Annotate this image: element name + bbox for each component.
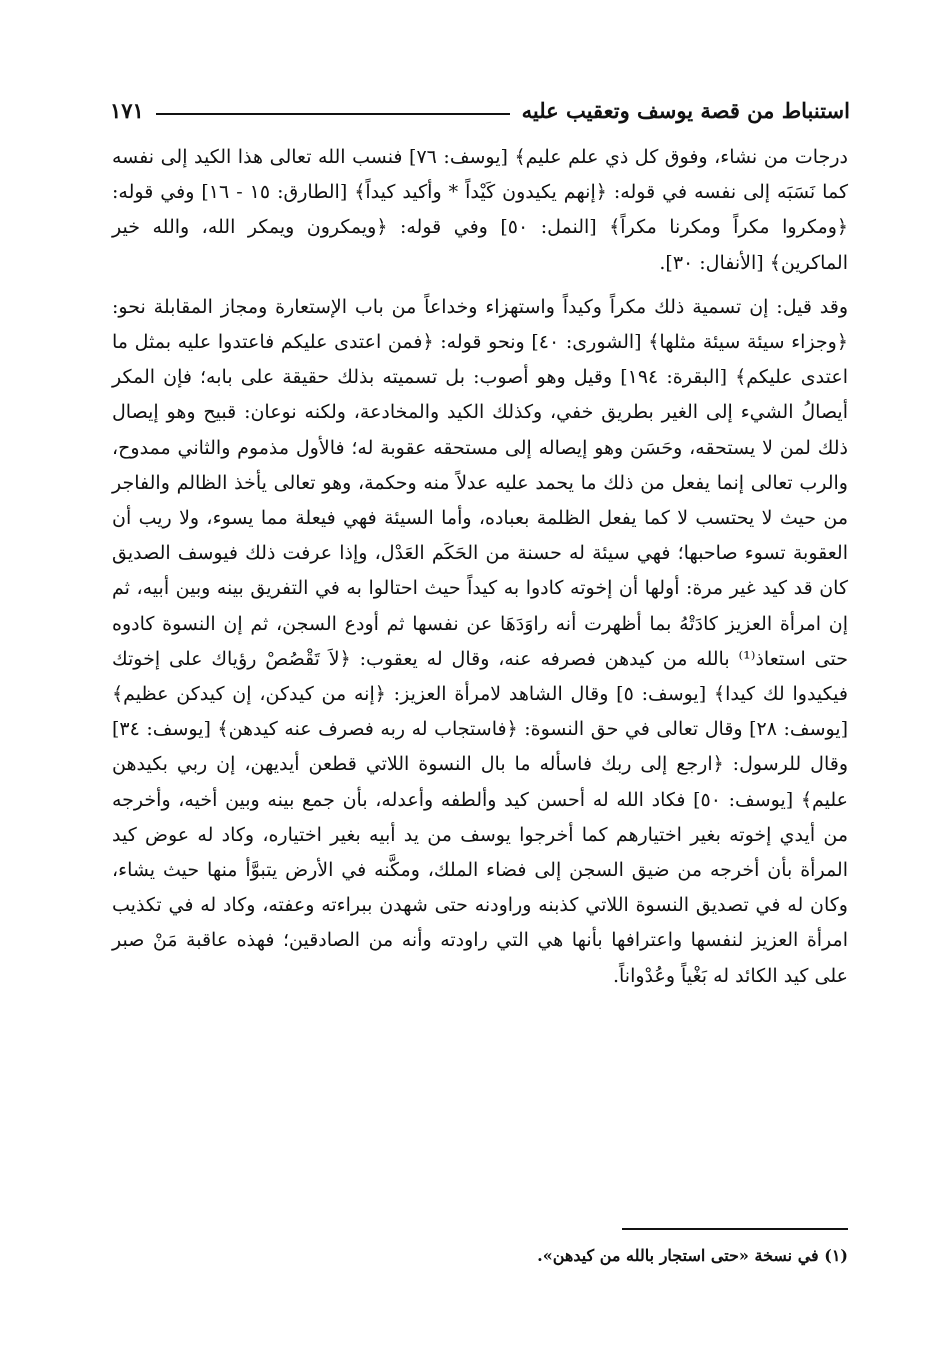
- footnote-rule: [622, 1228, 848, 1230]
- header-rule: [156, 113, 510, 115]
- paragraph-1: درجات من نشاء، وفوق كل ذي علم عليم﴾ [يوسف: ٧٦] فنسب الله تعالى هذا الكيد إلى نفسه كما نَسَبَه إلى نفسه في قوله: ﴿إنهم يكيدون كَيْداً * وأكيد كيداً﴾ [الطارق: ١٥ - ١٦] وفي قوله: ﴿ومكروا مكراً ومكرنا مكراً﴾ [النمل: ٥٠] وفي قوله: ﴿ويمكرون ويمكر الله، والله خير الماكرين﴾ [الأنفال: ٣٠].: [112, 146, 849, 274]
- running-title: استنباط من قصة يوسف وتعقيب عليه: [521, 97, 850, 123]
- body-text: [112, 140, 848, 994]
- paragraph-2: وقد قيل: إن تسمية ذلك مكراً وكيداً واستهزاء وخداعاً من باب الإستعارة ومجاز المقابلة نحو: ﴿وجزاء سيئة سيئة مثلها﴾ [الشورى: ٤٠] ونحو قوله: ﴿فمن اعتدى عليكم فاعتدوا عليه بمثل ما اعتدى عليكم﴾ [البقرة: ١٩٤] وقيل وهو أصوب: بل تسميته بذلك حقيقة على بابه؛ فإن المكر أيصالُ الشيء إلى الغير بطريق خفي، وكذلك الكيد والمخادعة، ولكنه نوعان: قبيح وهو إيصال ذلك لمن لا يستحقه، وحَسَن وهو إيصاله إلى مستحقه عقوبة له؛ فالأول مذموم والثاني ممدوح، والرب تعالى إنما يفعل من ذلك ما يحمد عليه عدلاً منه وحكمة، وهو تعالى يأخذ الظالم والفاجر من حيث لا يحتسب لا كما يفعل الظلمة بعباده، وأما السيئة فهي فيعلة مما يسوء، ولا ريب أن العقوبة تسوء صاحبها؛ فهي سيئة له حسنة من الحَكَم العَدْل، وإذا عرفت ذلك فيوسف الصديق كان قد كيد غير مرة: أولها أن إخوته كادوا به كيداً حيث احتالوا به في التفريق بينه وبين أبيه، ثم إن امرأة العزيز كادَتْهُ بما أظهرت أنه راوَدَهَا عن نفسها ثم أودع السجن، ثم إن النسوة كادوه حتى استعاذ⁽¹⁾ بالله من كيدهن فصرفه عنه، وقال له يعقوب: ﴿لاَ تَقْصُصْ رؤياك على إخوتك فيكيدوا لك كيدا﴾ [يوسف: ٥] وقال الشاهد لامرأة العزيز: ﴿إنه من كيدكن، إن كيدكن عظيم﴾ [يوسف: ٢٨] وقال تعالى في حق النسوة: ﴿فاستجاب له ربه فصرف عنه كيدهن﴾ [يوسف: ٣٤] وقال للرسول: ﴿ارجع إلى ربك فاسأله ما بال النسوة اللاتي قطعن أيديهن، إن ربي بكيدهن عليم﴾ [يوسف: ٥٠] فكاد الله له أحسن كيد وألطفه وأعدله، بأن جمع بينه وبين أخيه، وأخرجه من أيدي إخوته بغير اختيارهم كما أخرجوا يوسف من يد أبيه بغير اختياره، وكاد له عوض كيد المرأة بأن أخرجه من ضيق السجن إلى فضاء الملك، ومكَّنه في الأرض يتبوَّأ منها حيث يشاء، وكان له في تصديق النسوة اللاتي كذبنه وراودنه حتى شهدن ببراءته وعفته، وكاد له في تكذيب امرأة العزيز لنفسها واعترافها بأنها هي التي راودته وأنه من الصادقين؛ فهذه عاقبة مَنْ صبر على كيد الكائد له بَغْياً وعُدْواناً.: [112, 295, 849, 987]
- footnote-1: (١) في نسخة «حتى استجار بالله من كيدهن».: [537, 1246, 848, 1265]
- page-number: ١٧١: [110, 97, 144, 123]
- running-header: [110, 90, 850, 130]
